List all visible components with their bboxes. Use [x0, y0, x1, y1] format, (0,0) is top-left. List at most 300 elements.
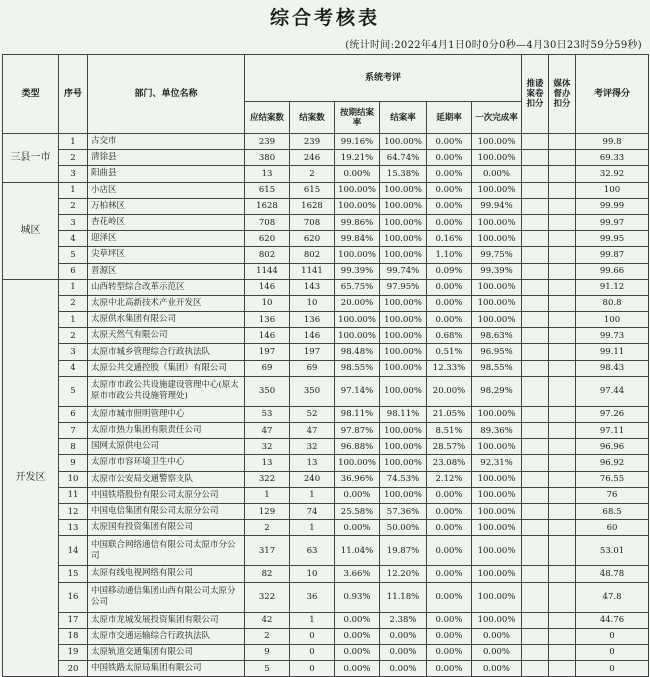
- cell-closed: 1: [290, 612, 335, 628]
- cell-ontime-rate: 0.00%: [335, 644, 380, 660]
- cell-score: 76.55: [576, 471, 649, 487]
- cell-score: 99.97: [576, 214, 649, 230]
- cell-seq: 4: [59, 231, 88, 247]
- cell-closed: 47: [290, 423, 335, 439]
- cell-delay-rate: 21.05%: [427, 406, 472, 422]
- cell-seq: 5: [59, 247, 88, 263]
- cell-seq: 8: [59, 439, 88, 455]
- cell-closed: 708: [290, 214, 335, 230]
- cell-dept-name: 中国电信集团有限公司太原分公司: [88, 503, 245, 519]
- cell-ontime-rate: 11.04%: [335, 536, 380, 566]
- cell-due: 9: [245, 644, 290, 660]
- cell-once-rate: 100.00%: [472, 182, 522, 198]
- cell-delay-rate: 0.00%: [427, 566, 472, 582]
- cell-score: 80.8: [576, 295, 649, 311]
- cell-closed: 1: [290, 520, 335, 536]
- cell-media-deduct: [549, 661, 576, 677]
- cell-ontime-rate: 0.00%: [335, 166, 380, 182]
- cell-type: 三县一市: [3, 134, 59, 183]
- cell-push-deduct: [522, 612, 549, 628]
- cell-media-deduct: [549, 328, 576, 344]
- cell-due: 380: [245, 150, 290, 166]
- cell-closed: 620: [290, 231, 335, 247]
- cell-once-rate: 100.00%: [472, 295, 522, 311]
- cell-due: 2: [245, 520, 290, 536]
- cell-delay-rate: 0.00%: [427, 536, 472, 566]
- cell-ontime-rate: 97.87%: [335, 423, 380, 439]
- cell-seq: 12: [59, 503, 88, 519]
- cell-dept-name: 中国移动通信集团山西有限公司太原分公司: [88, 582, 245, 612]
- cell-seq: 15: [59, 566, 88, 582]
- cell-media-deduct: [549, 406, 576, 422]
- cell-once-rate: 100.00%: [472, 214, 522, 230]
- table-row: [3, 406, 649, 422]
- cell-dept-name: 国网太原供电公司: [88, 439, 245, 455]
- cell-closed: 802: [290, 247, 335, 263]
- cell-push-deduct: [522, 295, 549, 311]
- cell-media-deduct: [549, 295, 576, 311]
- cell-delay-rate: 1.10%: [427, 247, 472, 263]
- cell-ontime-rate: 97.14%: [335, 376, 380, 406]
- cell-delay-rate: 0.00%: [427, 279, 472, 295]
- table-row: [3, 360, 649, 376]
- header-ontime-rate: 按期结案率: [335, 102, 380, 134]
- cell-seq: 9: [59, 455, 88, 471]
- cell-push-deduct: [522, 582, 549, 612]
- cell-close-rate: 100.00%: [380, 376, 427, 406]
- table-row: [3, 423, 649, 439]
- assessment-table: [2, 54, 649, 677]
- cell-score: 99.73: [576, 328, 649, 344]
- table-row: [3, 536, 649, 566]
- cell-due: 322: [245, 471, 290, 487]
- cell-due: 69: [245, 360, 290, 376]
- cell-seq: 17: [59, 612, 88, 628]
- cell-dept-name: 太原市公安局交通警察支队: [88, 471, 245, 487]
- cell-closed: 240: [290, 471, 335, 487]
- cell-dept-name: 迎泽区: [88, 231, 245, 247]
- cell-delay-rate: 0.16%: [427, 231, 472, 247]
- cell-seq: 5: [59, 376, 88, 406]
- cell-delay-rate: 0.00%: [427, 503, 472, 519]
- cell-delay-rate: 0.00%: [427, 612, 472, 628]
- cell-ontime-rate: 0.00%: [335, 487, 380, 503]
- cell-score: 48.78: [576, 566, 649, 582]
- cell-media-deduct: [549, 134, 576, 150]
- cell-media-deduct: [549, 231, 576, 247]
- cell-push-deduct: [522, 487, 549, 503]
- header-close-rate: 结案率: [380, 102, 427, 134]
- page-title: 综合考核表: [269, 7, 380, 29]
- cell-delay-rate: 12.33%: [427, 360, 472, 376]
- cell-close-rate: 100.00%: [380, 360, 427, 376]
- cell-due: 350: [245, 376, 290, 406]
- cell-delay-rate: 0.00%: [427, 198, 472, 214]
- cell-media-deduct: [549, 487, 576, 503]
- cell-once-rate: 98.63%: [472, 328, 522, 344]
- cell-seq: 2: [59, 328, 88, 344]
- cell-score: 53.01: [576, 536, 649, 566]
- cell-closed: 0: [290, 644, 335, 660]
- cell-once-rate: 100.00%: [472, 439, 522, 455]
- cell-closed: 13: [290, 455, 335, 471]
- cell-push-deduct: [522, 134, 549, 150]
- cell-seq: 19: [59, 644, 88, 660]
- cell-closed: 197: [290, 344, 335, 360]
- cell-media-deduct: [549, 644, 576, 660]
- cell-push-deduct: [522, 360, 549, 376]
- cell-close-rate: 100.00%: [380, 231, 427, 247]
- cell-closed: 1: [290, 487, 335, 503]
- cell-once-rate: 100.00%: [472, 150, 522, 166]
- table-row: [3, 214, 649, 230]
- cell-push-deduct: [522, 376, 549, 406]
- cell-score: 96.96: [576, 439, 649, 455]
- table-row: [3, 455, 649, 471]
- cell-due: 13: [245, 455, 290, 471]
- cell-seq: 2: [59, 295, 88, 311]
- cell-media-deduct: [549, 247, 576, 263]
- cell-close-rate: 0.00%: [380, 661, 427, 677]
- cell-due: 708: [245, 214, 290, 230]
- cell-close-rate: 97.95%: [380, 279, 427, 295]
- cell-delay-rate: 0.00%: [427, 661, 472, 677]
- cell-closed: 1628: [290, 198, 335, 214]
- cell-close-rate: 64.74%: [380, 150, 427, 166]
- cell-score: 96.92: [576, 455, 649, 471]
- cell-ontime-rate: 100.00%: [335, 312, 380, 328]
- cell-close-rate: 100.00%: [380, 328, 427, 344]
- cell-dept-name: 中国铁路太原局集团有限公司: [88, 661, 245, 677]
- cell-seq: 4: [59, 360, 88, 376]
- table-row: [3, 520, 649, 536]
- cell-push-deduct: [522, 214, 549, 230]
- header-due: 应结案数: [245, 102, 290, 134]
- cell-dept-name: 中国联合网络通信有限公司太原市分公司: [88, 536, 245, 566]
- cell-score: 91.12: [576, 279, 649, 295]
- table-row: [3, 182, 649, 198]
- cell-media-deduct: [549, 150, 576, 166]
- header-dept: 部门、单位名称: [88, 55, 245, 134]
- cell-delay-rate: 0.09%: [427, 263, 472, 279]
- cell-seq: 11: [59, 487, 88, 503]
- cell-score: 0: [576, 661, 649, 677]
- cell-close-rate: 100.00%: [380, 247, 427, 263]
- cell-dept-name: 清徐县: [88, 150, 245, 166]
- cell-once-rate: 100.00%: [472, 612, 522, 628]
- cell-due: 10: [245, 295, 290, 311]
- table-body: [3, 134, 649, 677]
- cell-dept-name: 太原市市政公共设施建设管理中心(原太原市市政公共设施管理处): [88, 376, 245, 406]
- cell-dept-name: 太原市市容环境卫生中心: [88, 455, 245, 471]
- cell-once-rate: 0.00%: [472, 661, 522, 677]
- cell-score: 76: [576, 487, 649, 503]
- cell-media-deduct: [549, 439, 576, 455]
- cell-due: 322: [245, 582, 290, 612]
- cell-seq: 10: [59, 471, 88, 487]
- cell-close-rate: 98.11%: [380, 406, 427, 422]
- cell-ontime-rate: 25.58%: [335, 503, 380, 519]
- cell-due: 615: [245, 182, 290, 198]
- cell-delay-rate: 0.51%: [427, 344, 472, 360]
- cell-delay-rate: 0.00%: [427, 582, 472, 612]
- cell-score: 97.26: [576, 406, 649, 422]
- cell-media-deduct: [549, 360, 576, 376]
- cell-closed: 10: [290, 295, 335, 311]
- cell-once-rate: 0.00%: [472, 644, 522, 660]
- table-row: [3, 471, 649, 487]
- cell-due: 42: [245, 612, 290, 628]
- cell-media-deduct: [549, 182, 576, 198]
- table-row: [3, 376, 649, 406]
- cell-media-deduct: [549, 628, 576, 644]
- cell-due: 146: [245, 328, 290, 344]
- cell-score: 97.44: [576, 376, 649, 406]
- cell-ontime-rate: 0.93%: [335, 582, 380, 612]
- cell-delay-rate: 0.00%: [427, 312, 472, 328]
- cell-delay-rate: 0.00%: [427, 182, 472, 198]
- cell-score: 99.95: [576, 231, 649, 247]
- header-type: 类型: [3, 55, 59, 134]
- cell-once-rate: 89.36%: [472, 423, 522, 439]
- cell-ontime-rate: 65.75%: [335, 279, 380, 295]
- cell-once-rate: 99.39%: [472, 263, 522, 279]
- cell-due: 53: [245, 406, 290, 422]
- cell-once-rate: 0.00%: [472, 628, 522, 644]
- cell-seq: 14: [59, 536, 88, 566]
- cell-once-rate: 100.00%: [472, 487, 522, 503]
- cell-dept-name: 万柏林区: [88, 198, 245, 214]
- table-row: [3, 134, 649, 150]
- cell-score: 44.76: [576, 612, 649, 628]
- cell-seq: 3: [59, 166, 88, 182]
- cell-media-deduct: [549, 612, 576, 628]
- cell-push-deduct: [522, 312, 549, 328]
- cell-close-rate: 100.00%: [380, 344, 427, 360]
- cell-once-rate: 96.95%: [472, 344, 522, 360]
- cell-closed: 1141: [290, 263, 335, 279]
- cell-once-rate: 98.55%: [472, 360, 522, 376]
- cell-due: 13: [245, 166, 290, 182]
- cell-push-deduct: [522, 503, 549, 519]
- table-row: [3, 612, 649, 628]
- cell-score: 100: [576, 312, 649, 328]
- cell-dept-name: 小店区: [88, 182, 245, 198]
- header-system-assessment: 系统考评: [245, 55, 522, 102]
- cell-once-rate: 99.75%: [472, 247, 522, 263]
- cell-push-deduct: [522, 536, 549, 566]
- cell-push-deduct: [522, 231, 549, 247]
- cell-dept-name: 杏花岭区: [88, 214, 245, 230]
- cell-delay-rate: 23.08%: [427, 455, 472, 471]
- cell-delay-rate: 0.00%: [427, 150, 472, 166]
- cell-dept-name: 太原市城乡管理综合行政执法队: [88, 344, 245, 360]
- cell-seq: 7: [59, 423, 88, 439]
- cell-ontime-rate: 3.66%: [335, 566, 380, 582]
- cell-close-rate: 100.00%: [380, 439, 427, 455]
- cell-dept-name: 中国铁塔股份有限公司太原分公司: [88, 487, 245, 503]
- cell-ontime-rate: 0.00%: [335, 661, 380, 677]
- cell-seq: 2: [59, 198, 88, 214]
- cell-delay-rate: 0.00%: [427, 214, 472, 230]
- cell-push-deduct: [522, 423, 549, 439]
- cell-media-deduct: [549, 471, 576, 487]
- cell-score: 68.5: [576, 503, 649, 519]
- statistics-period: (统计时间:2022年4月1日0时0分0秒—4月30日23时59分59秒): [345, 40, 642, 51]
- cell-once-rate: 100.00%: [472, 471, 522, 487]
- cell-dept-name: 太原轨道交通集团有限公司: [88, 644, 245, 660]
- cell-due: 1144: [245, 263, 290, 279]
- cell-closed: 239: [290, 134, 335, 150]
- cell-seq: 3: [59, 214, 88, 230]
- cell-due: 802: [245, 247, 290, 263]
- cell-push-deduct: [522, 150, 549, 166]
- table-row: [3, 503, 649, 519]
- cell-score: 69.33: [576, 150, 649, 166]
- cell-dept-name: 太原公共交通控股（集团）有限公司: [88, 360, 245, 376]
- table-row: [3, 644, 649, 660]
- cell-push-deduct: [522, 628, 549, 644]
- cell-seq: 6: [59, 406, 88, 422]
- cell-push-deduct: [522, 182, 549, 198]
- cell-closed: 350: [290, 376, 335, 406]
- cell-ontime-rate: 36.96%: [335, 471, 380, 487]
- cell-close-rate: 100.00%: [380, 487, 427, 503]
- cell-once-rate: 100.00%: [472, 520, 522, 536]
- cell-close-rate: 0.00%: [380, 644, 427, 660]
- table-row: [3, 166, 649, 182]
- cell-delay-rate: 20.00%: [427, 376, 472, 406]
- cell-push-deduct: [522, 198, 549, 214]
- cell-delay-rate: 0.00%: [427, 295, 472, 311]
- cell-close-rate: 19.87%: [380, 536, 427, 566]
- table-row: [3, 263, 649, 279]
- cell-due: 239: [245, 134, 290, 150]
- cell-seq: 1: [59, 279, 88, 295]
- cell-dept-name: 古交市: [88, 134, 245, 150]
- cell-close-rate: 100.00%: [380, 295, 427, 311]
- cell-delay-rate: 0.00%: [427, 644, 472, 660]
- cell-media-deduct: [549, 214, 576, 230]
- cell-once-rate: 99.94%: [472, 198, 522, 214]
- cell-score: 0: [576, 644, 649, 660]
- cell-ontime-rate: 100.00%: [335, 247, 380, 263]
- cell-once-rate: 100.00%: [472, 536, 522, 566]
- cell-ontime-rate: 99.84%: [335, 231, 380, 247]
- cell-type: 开发区: [3, 279, 59, 677]
- cell-once-rate: 100.00%: [472, 566, 522, 582]
- cell-ontime-rate: 100.00%: [335, 455, 380, 471]
- cell-dept-name: 太原有线电视网络有限公司: [88, 566, 245, 582]
- cell-ontime-rate: 99.16%: [335, 134, 380, 150]
- cell-push-deduct: [522, 344, 549, 360]
- cell-score: 99.66: [576, 263, 649, 279]
- cell-dept-name: 太原市龙城发展投资集团有限公司: [88, 612, 245, 628]
- cell-once-rate: 100.00%: [472, 582, 522, 612]
- cell-media-deduct: [549, 279, 576, 295]
- cell-push-deduct: [522, 328, 549, 344]
- cell-ontime-rate: 0.00%: [335, 612, 380, 628]
- cell-score: 32.92: [576, 166, 649, 182]
- cell-ontime-rate: 100.00%: [335, 182, 380, 198]
- cell-score: 97.11: [576, 423, 649, 439]
- cell-close-rate: 2.38%: [380, 612, 427, 628]
- cell-close-rate: 74.53%: [380, 471, 427, 487]
- cell-due: 32: [245, 439, 290, 455]
- cell-score: 0: [576, 628, 649, 644]
- cell-score: 99.11: [576, 344, 649, 360]
- cell-score: 99.8: [576, 134, 649, 150]
- cell-due: 5: [245, 661, 290, 677]
- cell-once-rate: 92.31%: [472, 455, 522, 471]
- table-row: [3, 247, 649, 263]
- cell-delay-rate: 0.00%: [427, 628, 472, 644]
- table-row: [3, 661, 649, 677]
- cell-dept-name: 太原国有投资集团有限公司: [88, 520, 245, 536]
- cell-dept-name: 山西转型综合改革示范区: [88, 279, 245, 295]
- cell-closed: 52: [290, 406, 335, 422]
- cell-closed: 36: [290, 582, 335, 612]
- cell-score: 99.87: [576, 247, 649, 263]
- cell-media-deduct: [549, 263, 576, 279]
- cell-delay-rate: 28.57%: [427, 439, 472, 455]
- cell-push-deduct: [522, 566, 549, 582]
- cell-delay-rate: 0.00%: [427, 487, 472, 503]
- table-row: [3, 312, 649, 328]
- cell-media-deduct: [549, 536, 576, 566]
- cell-score: 98.43: [576, 360, 649, 376]
- table-row: [3, 487, 649, 503]
- cell-push-deduct: [522, 406, 549, 422]
- table-row: [3, 150, 649, 166]
- cell-seq: 13: [59, 520, 88, 536]
- cell-dept-name: 太原中北高新技术产业开发区: [88, 295, 245, 311]
- cell-due: 1628: [245, 198, 290, 214]
- cell-once-rate: 100.00%: [472, 406, 522, 422]
- cell-dept-name: 尖草坪区: [88, 247, 245, 263]
- cell-close-rate: 15.38%: [380, 166, 427, 182]
- cell-delay-rate: 0.00%: [427, 166, 472, 182]
- cell-closed: 0: [290, 661, 335, 677]
- cell-closed: 63: [290, 536, 335, 566]
- cell-media-deduct: [549, 566, 576, 582]
- cell-close-rate: 100.00%: [380, 134, 427, 150]
- cell-push-deduct: [522, 166, 549, 182]
- cell-media-deduct: [549, 376, 576, 406]
- header-score: 考评得分: [576, 55, 649, 134]
- cell-seq: 6: [59, 263, 88, 279]
- cell-due: 136: [245, 312, 290, 328]
- cell-media-deduct: [549, 455, 576, 471]
- cell-due: 2: [245, 628, 290, 644]
- cell-push-deduct: [522, 644, 549, 660]
- cell-seq: 3: [59, 344, 88, 360]
- cell-delay-rate: 0.00%: [427, 134, 472, 150]
- cell-ontime-rate: 100.00%: [335, 198, 380, 214]
- cell-closed: 143: [290, 279, 335, 295]
- header-once-rate: 一次完成率: [472, 102, 522, 134]
- header-push-deduct: 推诿案卷扣分: [522, 55, 549, 134]
- cell-close-rate: 100.00%: [380, 182, 427, 198]
- cell-seq: 1: [59, 134, 88, 150]
- cell-close-rate: 57.36%: [380, 503, 427, 519]
- cell-media-deduct: [549, 312, 576, 328]
- cell-dept-name: 晋源区: [88, 263, 245, 279]
- cell-push-deduct: [522, 279, 549, 295]
- table-row: [3, 295, 649, 311]
- cell-closed: 146: [290, 328, 335, 344]
- table-row: [3, 328, 649, 344]
